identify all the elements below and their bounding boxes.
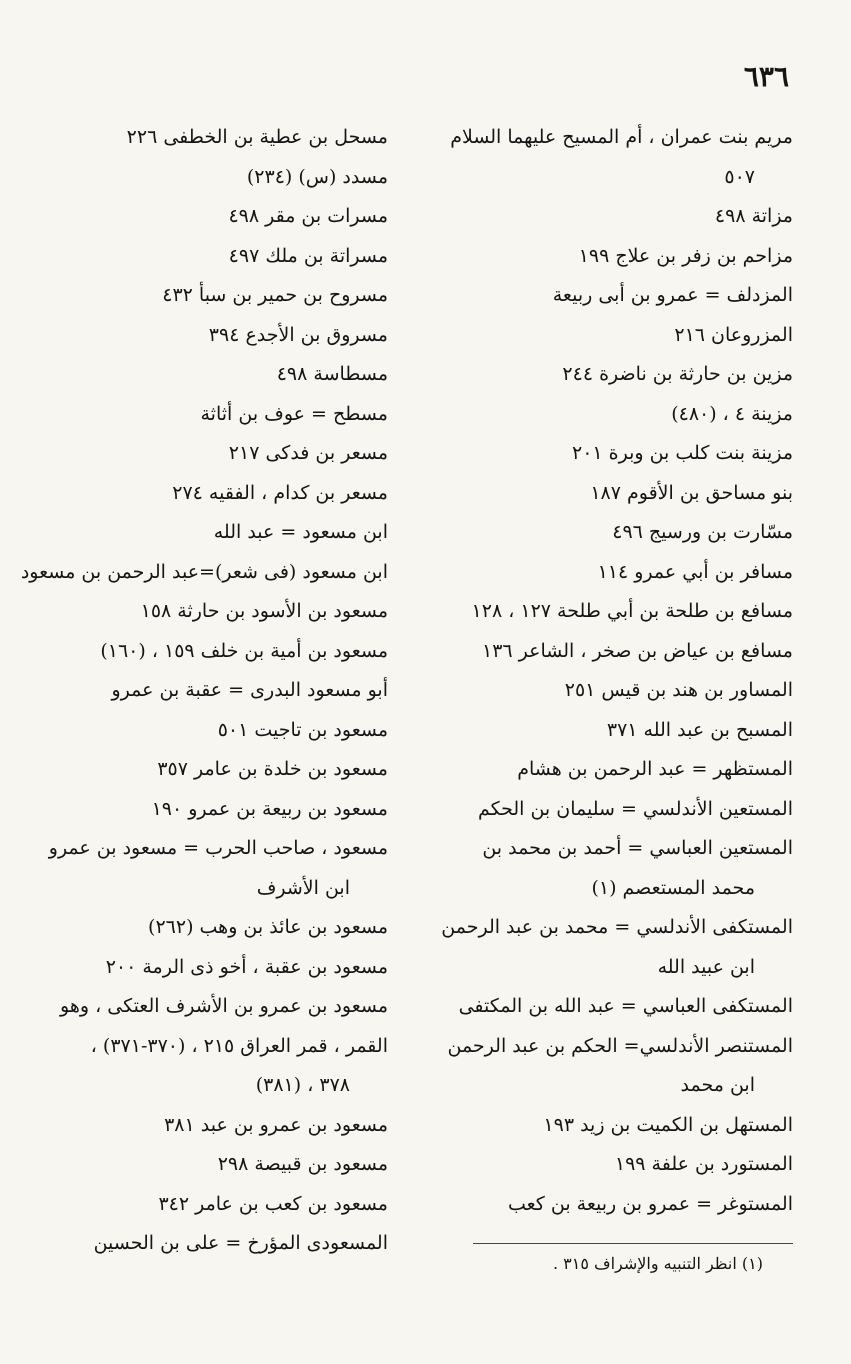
entry-text: المستورد بن علفة ١٩٩ [614,1153,793,1175]
entry-text: المستعين العباسي = أحمد بن محمد بن [482,837,793,859]
index-entry [43,1224,388,1264]
entry-text: مسعود بن ربيعة بن عمرو ١٩٠ [151,797,388,820]
entry-text: مسافع بن طلحة بن أبي طلحة ١٢٧ ، ١٢٨ [471,600,793,622]
entry-text: مريم بنت عمران ، أم المسيح عليهما السلام [450,126,793,148]
index-entry [43,671,388,711]
index-entry [458,355,793,395]
entry-text: المزروعان ٢١٦ [674,323,793,346]
entry-text: مزينة ٤ ، (٤٨٠) [671,402,793,425]
index-entry [458,1145,793,1185]
entry-text: المستكفى الأندلسي = محمد بن عبد الرحمن [441,916,793,938]
index-entry [43,829,388,908]
entry-text: مسافر بن أبي عمرو ١١٤ [597,560,793,583]
entry-text: مزين بن حارثة بن ناضرة ٢٤٤ [562,363,793,385]
entry-text: المسبح بن عبد الله ٣٧١ [606,718,793,741]
entry-text: أبو مسعود البدرى = عقبة بن عمرو [111,679,388,701]
entry-text: المستظهر = عبد الرحمن بن هشام [517,758,793,780]
footnote: (١) انظر التنبيه والإشراف ٣١٥ . [552,1254,763,1273]
index-entry [458,829,793,908]
index-entry [43,790,388,830]
entry-continuation: محمد المستعصم (١) [591,876,755,899]
entry-text: مسحل بن عطية بن الخطفى ٢٢٦ [126,126,388,148]
index-entry [458,474,793,514]
index-entry [458,1106,793,1146]
entry-text: مزاحم بن زفر بن علاج ١٩٩ [578,244,793,267]
index-column-right [441,118,793,1224]
entry-text: مسعود بن كعب بن عامر ٣٤٢ [158,1192,388,1215]
entry-text: المستهل بن الكميت بن زيد ١٩٣ [543,1113,793,1136]
index-entry [43,197,388,237]
index-entry [43,513,388,553]
index-entry [43,1185,388,1225]
index-entry [447,1027,793,1106]
index-entry [43,1145,388,1185]
entry-text: مسعر بن فدكى ٢١٧ [228,442,388,464]
entry-text: ابن مسعود (فى شعر)=عبد الرحمن بن مسعود [20,560,388,583]
entry-continuation: ٣٧٨ ، (٣٨١) [255,1074,350,1096]
index-entry [458,711,793,751]
index-entry [43,474,388,514]
entry-text: مسعود بن عقبة ، أخو ذى الرمة ٢٠٠ [105,955,388,978]
entry-continuation: القمر ، قمر العراق ٢١٥ ، (٣٧٠-٣٧١) ، [90,1034,388,1057]
entry-text: المستنصر الأندلسي= الحكم بن عبد الرحمن [447,1034,793,1057]
index-entry [458,750,793,790]
footnote-divider [473,1243,793,1244]
entry-continuation: ابن محمد [680,1074,755,1096]
entry-text: مسطح = عوف بن أثاثة [200,402,388,425]
index-entry [43,592,388,632]
index-entry [43,118,388,158]
index-entry [458,632,793,672]
index-entry [43,750,388,790]
entry-text: مسعود ، صاحب الحرب = مسعود بن عمرو [48,837,388,859]
entry-text: مسّارت بن ورسيج ٤٩٦ [612,521,793,543]
entry-continuation: ابن الأشرف [256,876,350,899]
index-entry [20,553,388,593]
index-entry [450,118,793,197]
entry-continuation: ٥٠٧ [724,165,755,188]
entry-text: مزينة بنت كلب بن وبرة ٢٠١ [571,442,793,464]
entry-text: مسروح بن حمير بن سبأ ٤٣٢ [162,284,388,306]
entry-text: المساور بن هند بن قيس ٢٥١ [564,679,793,701]
index-entry [458,592,793,632]
index-entry [43,276,388,316]
index-entry [43,395,388,435]
entry-text: مسروق بن الأجدع ٣٩٤ [208,323,388,346]
index-entry [43,948,388,988]
index-entry [43,237,388,277]
entry-text: مسعود بن تاجيت ٥٠١ [217,718,388,741]
entry-text: مسعود بن الأسود بن حارثة ١٥٨ [140,600,388,622]
index-entry [458,316,793,356]
index-entry [458,434,793,474]
index-entry [43,1106,388,1146]
index-entry [43,316,388,356]
index-entry [43,711,388,751]
index-column-left [20,118,388,1264]
index-entry [458,790,793,830]
entry-text: مسدد (س) (٢٣٤) [246,165,388,188]
entry-text: مسعر بن كدام ، الفقيه ٢٧٤ [172,481,388,504]
entry-text: مسعود بن عمرو بن الأشرف العتكى ، وهو [60,995,388,1017]
index-entry [458,553,793,593]
entry-text: المستعين الأندلسي = سليمان بن الحكم [477,797,793,820]
index-entry [458,671,793,711]
entry-text: مسعود بن أمية بن خلف ١٥٩ ، (١٦٠) [100,639,388,662]
index-entry [458,1185,793,1225]
index-entry [458,395,793,435]
index-entry [43,434,388,474]
entry-text: مسعود بن خلدة بن عامر ٣٥٧ [157,758,388,780]
entry-text: مسعود بن عمرو بن عبد ٣٨١ [164,1113,388,1136]
entry-text: مسافع بن عياض بن صخر ، الشاعر ١٣٦ [482,639,793,662]
entry-text: ابن مسعود = عبد الله [213,521,388,543]
entry-text: المسعودى المؤرخ = على بن الحسين [93,1232,388,1254]
index-entry [43,158,388,198]
entry-text: مسرات بن مقر ٤٩٨ [228,205,388,227]
page-number: ٦٣٦ [743,60,789,93]
index-entry [441,908,793,987]
entry-text: بنو مساحق بن الأقوم ١٨٧ [590,481,793,504]
entry-text: مسعود بن عائذ بن وهب (٢٦٢) [148,916,388,938]
index-entry [43,355,388,395]
entry-text: مزاتة ٤٩٨ [714,205,793,227]
index-entry [43,908,388,948]
index-entry [43,987,388,1106]
entry-text: المستكفى العباسي = عبد الله بن المكتفى [458,995,793,1017]
entry-text: مسعود بن قبيصة ٢٩٨ [217,1153,388,1175]
index-entry [458,237,793,277]
index-entry [458,987,793,1027]
entry-text: المستوغر = عمرو بن ربيعة بن كعب [507,1192,793,1215]
entry-text: المزدلف = عمرو بن أبى ربيعة [552,284,793,306]
index-entry [458,513,793,553]
index-entry [458,197,793,237]
entry-text: مسراتة بن ملك ٤٩٧ [228,244,388,267]
index-entry [458,276,793,316]
entry-text: مسطاسة ٤٩٨ [276,363,388,385]
entry-continuation: ابن عبيد الله [657,955,755,978]
index-entry [43,632,388,672]
